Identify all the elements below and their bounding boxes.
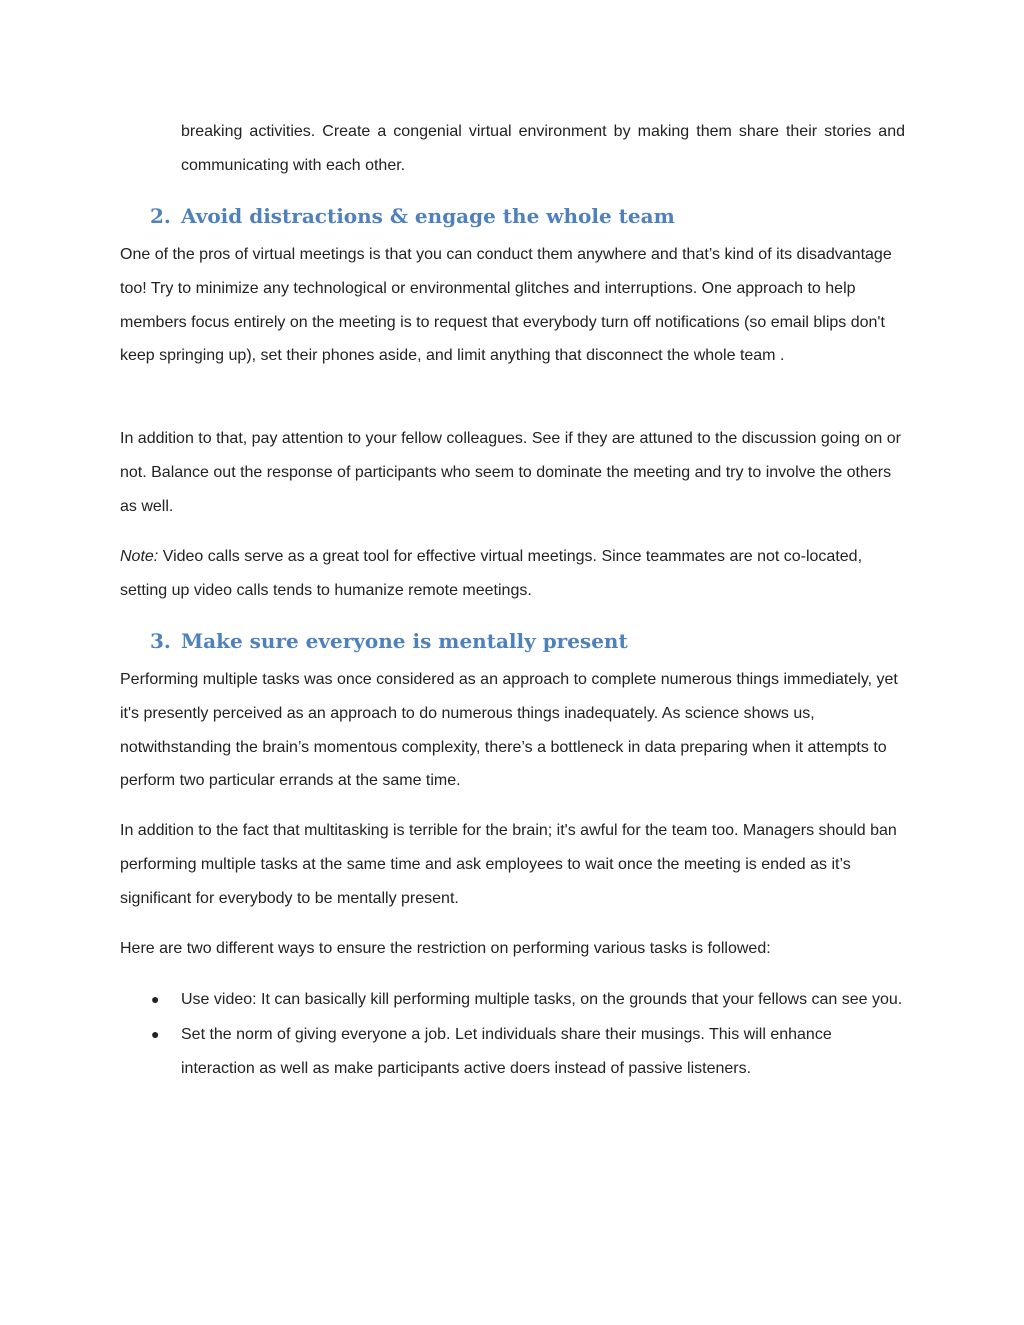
section2-heading <box>150 204 675 228</box>
list-item-text: Use video: It can basically kill performing multiple tasks, on the grounds that your fellows can see you. <box>181 991 903 1008</box>
section3-paragraph-2: In addition to the fact that multitasking is terrible for the brain; it's awful for the team too. Managers should ban performing multiple tasks at the same time and ask employees to wait once the meeting is ended as it’s significant for everybody to be mentally present. <box>120 822 897 907</box>
section2-note <box>120 540 906 608</box>
section3-heading <box>150 629 628 653</box>
note-text: Video calls serve as a great tool for effective virtual meetings. Since teammates are not co-located, setting up video calls tends to humanize remote meetings. <box>120 548 863 599</box>
list-item <box>120 1018 906 1086</box>
note-label: Note: <box>120 548 159 565</box>
list-item <box>120 983 906 1017</box>
list-item-text: Set the norm of giving everyone a job. Let individuals share their musings. This will enhance interaction as well as make participants active doers instead of passive listeners. <box>181 1025 832 1077</box>
bullet-icon: ● <box>151 991 160 1007</box>
section3-paragraph-3: Here are two different ways to ensure the restriction on performing various tasks is followed: <box>120 940 771 957</box>
bullet-list <box>120 983 906 1086</box>
section1-continuation: breaking activities. Create a congenial virtual environment by making them share their stories and communicating with each other. <box>181 123 905 174</box>
bullet-icon: ● <box>151 1025 160 1042</box>
section2-title: Avoid distractions & engage the whole team <box>181 204 675 228</box>
section3-number: 3. <box>150 629 171 653</box>
section2-paragraph-1: One of the pros of virtual meetings is that you can conduct them anywhere and that’s kind of its disadvantage too! Try to minimize any technological or environmental glitches and interruptions. One approach to help members focus entirely on the meeting is to request that everybody turn off notifications (so email blips don't keep springing up), set their phones aside, and limit anything that disconnect the whole team . <box>120 246 892 365</box>
section3-title: Make sure everyone is mentally present <box>181 629 628 653</box>
section2-number: 2. <box>150 204 171 228</box>
section2-paragraph-2: In addition to that, pay attention to your fellow colleagues. See if they are attuned to the discussion going on or not. Balance out the response of participants who seem to dominate the meeting and try to involve the others as well. <box>120 430 901 515</box>
section3-paragraph-1: Performing multiple tasks was once considered as an approach to complete numerous things immediately, yet it's presently perceived as an approach to do numerous things inadequately. As science shows us, notwithstanding the brain’s momentous complexity, there’s a bottleneck in data preparing when it attempts to perform two particular errands at the same time. <box>120 671 898 790</box>
